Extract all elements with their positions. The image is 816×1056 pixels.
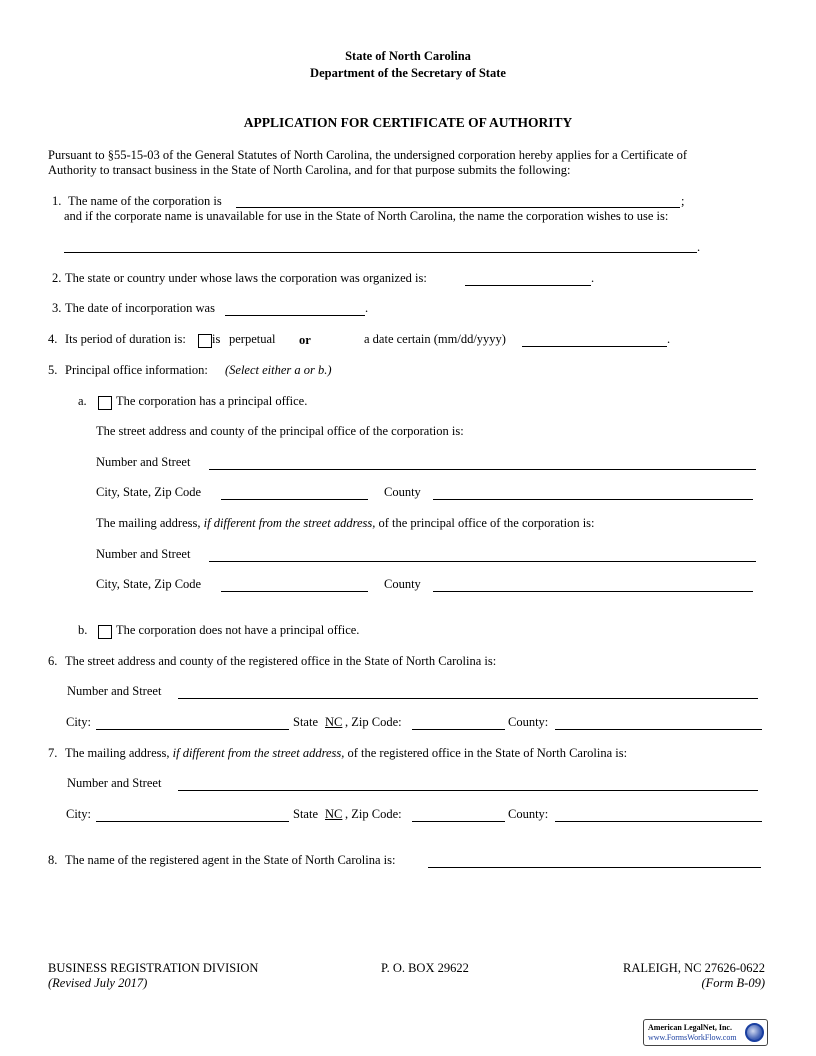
registered-county-field[interactable] xyxy=(555,729,762,730)
item-7-number: 7. xyxy=(48,746,58,760)
item-6-label: The street address and county of the registered office in the State of North Carolina is: xyxy=(65,654,497,668)
intro-line-1: Pursuant to §55-15-03 of the General Statutes of North Carolina, the undersigned corporation hereby applies for a Certificate of xyxy=(48,148,688,162)
corporation-name-field[interactable] xyxy=(236,207,680,208)
item-5a-label: The corporation has a principal office. xyxy=(116,394,308,408)
item-7-label: The mailing address, if different from the street address, of the registered office in the State of North Carolina is: xyxy=(65,746,628,760)
item-6-number-street-label: Number and Street xyxy=(67,684,162,698)
intro-line-2: Authority to transact business in the State of North Carolina, and for that purpose submits the following: xyxy=(48,163,571,177)
item-7-zip-label: , Zip Code: xyxy=(345,807,402,821)
footer-division: BUSINESS REGISTRATION DIVISION xyxy=(48,961,259,975)
principal-mailing-county-field[interactable] xyxy=(433,591,753,592)
item-5a-street-heading: The street address and county of the principal office of the corporation is: xyxy=(96,424,464,438)
item-5b-label: The corporation does not have a principal office. xyxy=(116,623,360,637)
item-1-period: . xyxy=(697,240,701,254)
no-principal-office-checkbox[interactable] xyxy=(98,625,112,639)
item-7-state-value: NC xyxy=(325,807,343,821)
item-2-label: The state or country under whose laws the corporation was organized is: xyxy=(65,271,427,285)
item-1-number: 1. xyxy=(52,194,62,208)
item-5-hint: (Select either a or b.) xyxy=(225,363,332,377)
item-4-label: Its period of duration is: xyxy=(65,332,186,346)
item-7-city-label: City: xyxy=(66,807,92,821)
item-4-perpetual: perpetual xyxy=(229,332,276,346)
registered-mailing-street-field[interactable] xyxy=(178,790,758,791)
logo-url: www.FormsWorkFlow.com xyxy=(648,1033,737,1042)
item-5a-letter: a. xyxy=(78,394,87,408)
principal-mailing-street-field[interactable] xyxy=(209,561,756,562)
date-certain-field[interactable] xyxy=(522,346,667,347)
registered-city-field[interactable] xyxy=(96,729,289,730)
item-4-period: . xyxy=(667,332,671,346)
item-6-zip-label: , Zip Code: xyxy=(345,715,402,729)
item-5-label: Principal office information: xyxy=(65,363,208,377)
registered-mailing-city-field[interactable] xyxy=(96,821,289,822)
item-4-is: is xyxy=(212,332,221,346)
item-5a-number-street-label: Number and Street xyxy=(96,455,191,469)
item-7-state-label: State xyxy=(293,807,318,821)
footer-pobox: P. O. BOX 29622 xyxy=(381,961,469,975)
item-1-semicolon: ; xyxy=(681,194,685,208)
item-5b-letter: b. xyxy=(78,623,88,637)
logo-name: American LegalNet, Inc. xyxy=(648,1023,732,1032)
item-7-county-label: County: xyxy=(508,807,549,821)
item-5a-mailing-city-state-zip-label: City, State, Zip Code xyxy=(96,577,202,591)
item-2-period: . xyxy=(591,271,595,285)
registered-mailing-county-field[interactable] xyxy=(555,821,762,822)
item-3-label: The date of incorporation was xyxy=(65,301,215,315)
footer-city: RALEIGH, NC 27626-0622 xyxy=(622,961,765,975)
footer-revised: (Revised July 2017) xyxy=(48,976,148,990)
page-title: APPLICATION FOR CERTIFICATE OF AUTHORITY xyxy=(243,115,573,130)
item-8-label: The name of the registered agent in the State of North Carolina is: xyxy=(65,853,396,867)
has-principal-office-checkbox[interactable] xyxy=(98,396,112,410)
item-6-number: 6. xyxy=(48,654,58,668)
item-5-number: 5. xyxy=(48,363,58,377)
item-5a-mailing-number-street-label: Number and Street xyxy=(96,547,191,561)
item-4-or: or xyxy=(299,333,311,347)
item-7-number-street-label: Number and Street xyxy=(67,776,162,790)
item-2-number: 2. xyxy=(52,271,62,285)
state-of-organization-field[interactable] xyxy=(465,285,591,286)
item-6-city-label: City: xyxy=(66,715,92,729)
registered-mailing-zip-field[interactable] xyxy=(412,821,505,822)
item-4-date-label: a date certain (mm/dd/yyyy) xyxy=(364,332,506,346)
seal-icon xyxy=(745,1023,764,1042)
principal-city-state-zip-field[interactable] xyxy=(221,499,368,500)
item-5a-county-label: County xyxy=(384,485,421,499)
principal-street-field[interactable] xyxy=(209,469,756,470)
registered-street-field[interactable] xyxy=(178,698,758,699)
item-6-state-value: NC xyxy=(325,715,343,729)
footer-form-number: (Form B-09) xyxy=(701,976,765,990)
item-6-state-label: State xyxy=(293,715,318,729)
item-8-number: 8. xyxy=(48,853,58,867)
item-6-county-label: County: xyxy=(508,715,549,729)
item-1-alt-name-label: and if the corporate name is unavailable for use in the State of North Carolina, the name the corporation wishes to use is: xyxy=(64,209,669,223)
item-3-period: . xyxy=(365,301,369,315)
principal-mailing-city-state-zip-field[interactable] xyxy=(221,591,368,592)
registered-agent-field[interactable] xyxy=(428,867,761,868)
header-department: Department of the Secretary of State xyxy=(310,66,506,80)
item-5a-mailing-county-label: County xyxy=(384,577,421,591)
item-5a-city-state-zip-label: City, State, Zip Code xyxy=(96,485,202,499)
registered-zip-field[interactable] xyxy=(412,729,505,730)
perpetual-checkbox[interactable] xyxy=(198,334,212,348)
header-state: State of North Carolina xyxy=(345,49,471,63)
principal-county-field[interactable] xyxy=(433,499,753,500)
item-3-number: 3. xyxy=(52,301,62,315)
item-1-label: The name of the corporation is xyxy=(68,194,222,208)
american-legalnet-logo[interactable] xyxy=(643,1019,768,1046)
alternate-name-field[interactable] xyxy=(64,252,697,253)
incorporation-date-field[interactable] xyxy=(225,315,365,316)
item-5a-mailing-heading: The mailing address, if different from the street address, of the principal office of the corporation is: xyxy=(96,516,595,530)
item-4-number: 4. xyxy=(48,332,58,346)
